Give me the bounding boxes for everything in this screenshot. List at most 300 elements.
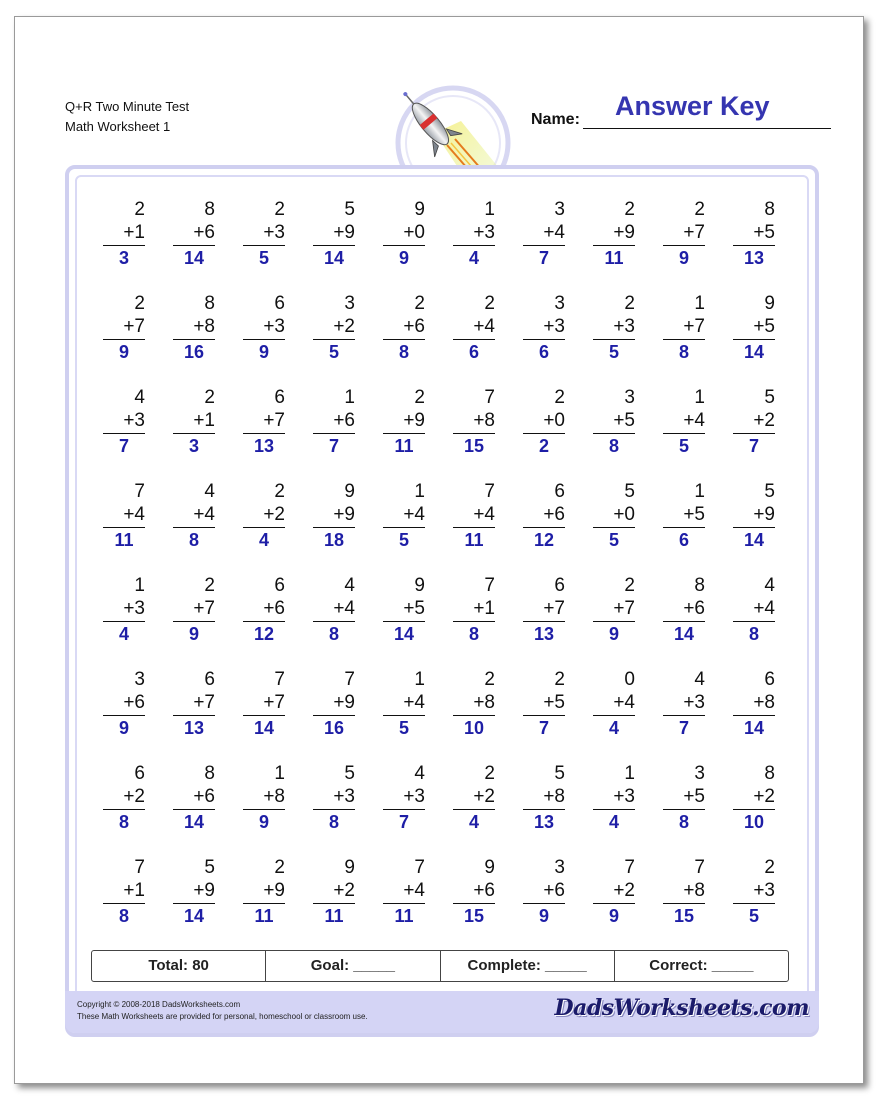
problem-top-number: 3 (624, 387, 635, 408)
problem (653, 477, 723, 571)
problem-answer: 5 (398, 718, 409, 738)
problem-top-number: 1 (344, 387, 355, 408)
problem-answer: 9 (398, 248, 409, 268)
problem-bottom-number: +9 (173, 880, 215, 904)
problem (583, 383, 653, 477)
problem-bottom-number: +8 (243, 786, 285, 810)
problem-answer: 5 (608, 530, 619, 550)
problem-bottom-number: +9 (383, 410, 425, 434)
problem-bottom-number: +4 (453, 504, 495, 528)
problem-top-number: 7 (694, 857, 705, 878)
problem-top-number: 1 (694, 387, 705, 408)
problem-answer: 14 (183, 812, 205, 832)
problem-bottom-number: +3 (733, 880, 775, 904)
problem-top-number: 2 (414, 293, 425, 314)
problem-top-number: 7 (274, 669, 285, 690)
problem-answer: 14 (393, 624, 415, 644)
problem-bottom-number: +6 (243, 598, 285, 622)
problem-top-number: 2 (204, 575, 215, 596)
problem-top-number: 8 (204, 199, 215, 220)
problem-bottom-number: +2 (733, 410, 775, 434)
problem (583, 665, 653, 759)
problem-answer: 16 (183, 342, 205, 362)
problem-bottom-number: +1 (173, 410, 215, 434)
problem-bottom-number: +9 (313, 504, 355, 528)
problem (653, 289, 723, 383)
problem (163, 665, 233, 759)
problem-top-number: 8 (694, 575, 705, 596)
problem-bottom-number: +1 (453, 598, 495, 622)
problem-bottom-number: +9 (313, 692, 355, 716)
problem-answer: 9 (678, 248, 689, 268)
problem-bottom-number: +4 (173, 504, 215, 528)
problem-bottom-number: +6 (173, 786, 215, 810)
problem-answer: 9 (258, 342, 269, 362)
problem (723, 853, 793, 947)
problem-top-number: 5 (344, 199, 355, 220)
problem-top-number: 1 (694, 293, 705, 314)
copyright-line-1: Copyright © 2008-2018 DadsWorksheets.com (77, 1000, 241, 1009)
problem-answer: 9 (258, 812, 269, 832)
problem-answer: 7 (328, 436, 339, 456)
problem-bottom-number: +6 (663, 598, 705, 622)
problem-bottom-number: +6 (383, 316, 425, 340)
problem-top-number: 2 (134, 199, 145, 220)
problem-bottom-number: +6 (523, 504, 565, 528)
problem (653, 571, 723, 665)
footer-band (65, 991, 819, 1033)
problem (163, 571, 233, 665)
problem-top-number: 2 (484, 763, 495, 784)
problem-top-number: 2 (134, 293, 145, 314)
problem (443, 195, 513, 289)
problem-answer: 11 (604, 248, 624, 268)
problem-answer: 5 (258, 248, 269, 268)
problem (513, 195, 583, 289)
problem-answer: 7 (118, 436, 129, 456)
problem-bottom-number: +3 (313, 786, 355, 810)
problem-bottom-number: +4 (383, 692, 425, 716)
problem-top-number: 7 (624, 857, 635, 878)
problem (373, 289, 443, 383)
problem-answer: 7 (748, 436, 759, 456)
problem-answer: 14 (183, 248, 205, 268)
problem (583, 289, 653, 383)
problem-answer: 11 (254, 906, 274, 926)
problem-top-number: 5 (764, 387, 775, 408)
problem-answer: 7 (538, 248, 549, 268)
problem (583, 571, 653, 665)
problem-bottom-number: +0 (383, 222, 425, 246)
problem (303, 665, 373, 759)
copyright-line-2: These Math Worksheets are provided for personal, homeschool or classroom use. (77, 1012, 368, 1021)
problem (163, 195, 233, 289)
problem (653, 759, 723, 853)
problem-answer: 5 (398, 530, 409, 550)
problem-answer: 13 (743, 248, 765, 268)
problem-top-number: 6 (274, 387, 285, 408)
problem-answer: 14 (673, 624, 695, 644)
problem-top-number: 4 (414, 763, 425, 784)
problem-top-number: 5 (624, 481, 635, 502)
problem (513, 853, 583, 947)
problem (443, 383, 513, 477)
problem-top-number: 1 (624, 763, 635, 784)
problem (303, 853, 373, 947)
problem-answer: 4 (258, 530, 269, 550)
problem (233, 289, 303, 383)
problem-bottom-number: +9 (243, 880, 285, 904)
problem-top-number: 2 (274, 481, 285, 502)
problem-answer: 8 (328, 624, 339, 644)
problem (93, 195, 163, 289)
problem-top-number: 2 (554, 669, 565, 690)
total-cell: Total: 80 (92, 951, 266, 981)
problem-answer: 12 (253, 624, 275, 644)
problem-top-number: 6 (134, 763, 145, 784)
problem-answer: 9 (118, 342, 129, 362)
problem-answer: 3 (188, 436, 199, 456)
problem-bottom-number: +7 (103, 316, 145, 340)
problem-top-number: 2 (414, 387, 425, 408)
problem (163, 477, 233, 571)
problem-bottom-number: +4 (313, 598, 355, 622)
problem (513, 289, 583, 383)
problem-top-number: 5 (554, 763, 565, 784)
problem (373, 853, 443, 947)
problem-answer: 9 (608, 906, 619, 926)
problem-answer: 4 (608, 718, 619, 738)
problem-bottom-number: +7 (593, 598, 635, 622)
problem-answer: 9 (118, 718, 129, 738)
problem-bottom-number: +1 (103, 222, 145, 246)
problem-bottom-number: +5 (593, 410, 635, 434)
problem-answer: 15 (463, 906, 485, 926)
problem-bottom-number: +8 (523, 786, 565, 810)
problem-top-number: 2 (274, 199, 285, 220)
problem-bottom-number: +4 (663, 410, 705, 434)
problem (93, 477, 163, 571)
problem (443, 853, 513, 947)
problem-answer: 4 (118, 624, 129, 644)
problem-answer: 14 (183, 906, 205, 926)
problem-bottom-number: +1 (103, 880, 145, 904)
problem-bottom-number: +3 (453, 222, 495, 246)
problem (653, 665, 723, 759)
problem-bottom-number: +9 (733, 504, 775, 528)
problem-bottom-number: +3 (243, 222, 285, 246)
problem-answer: 9 (608, 624, 619, 644)
problem (373, 665, 443, 759)
problem (513, 571, 583, 665)
problem (163, 853, 233, 947)
problem-answer: 6 (678, 530, 689, 550)
worksheet-title (65, 97, 189, 137)
problem-top-number: 2 (484, 293, 495, 314)
problem (233, 759, 303, 853)
problem-top-number: 2 (204, 387, 215, 408)
problem-bottom-number: +8 (453, 410, 495, 434)
problem-answer: 8 (328, 812, 339, 832)
problem (653, 853, 723, 947)
problem (93, 759, 163, 853)
problem (723, 665, 793, 759)
problem-answer: 13 (533, 812, 555, 832)
problem-top-number: 2 (274, 857, 285, 878)
problem-top-number: 6 (554, 481, 565, 502)
problem-bottom-number: +6 (103, 692, 145, 716)
problem-answer: 8 (468, 624, 479, 644)
problem (163, 289, 233, 383)
problem-top-number: 5 (764, 481, 775, 502)
problem-answer: 10 (463, 718, 485, 738)
problem-answer: 4 (468, 248, 479, 268)
problem-bottom-number: +5 (663, 786, 705, 810)
problem-top-number: 6 (554, 575, 565, 596)
problem (233, 571, 303, 665)
problem (93, 383, 163, 477)
problem-top-number: 7 (484, 575, 495, 596)
problem (653, 383, 723, 477)
problem-top-number: 6 (274, 575, 285, 596)
problem-top-number: 1 (134, 575, 145, 596)
score-bar (91, 950, 789, 982)
problem (513, 383, 583, 477)
problem-bottom-number: +6 (523, 880, 565, 904)
problem-top-number: 4 (344, 575, 355, 596)
problem-top-number: 4 (694, 669, 705, 690)
problem-bottom-number: +2 (453, 786, 495, 810)
problem-bottom-number: +7 (243, 410, 285, 434)
problem-top-number: 6 (204, 669, 215, 690)
problem (443, 571, 513, 665)
problem-answer: 14 (743, 530, 765, 550)
problem-answer: 8 (188, 530, 199, 550)
problem-top-number: 3 (554, 857, 565, 878)
problem-bottom-number: +2 (733, 786, 775, 810)
problem (513, 759, 583, 853)
problem-bottom-number: +9 (593, 222, 635, 246)
problem-top-number: 3 (554, 199, 565, 220)
problem-bottom-number: +4 (383, 880, 425, 904)
problem-answer: 14 (743, 718, 765, 738)
problem-top-number: 5 (204, 857, 215, 878)
problem-bottom-number: +7 (173, 692, 215, 716)
title-line-2: Math Worksheet 1 (65, 119, 171, 134)
problem-answer: 8 (678, 342, 689, 362)
problem (373, 759, 443, 853)
problem-bottom-number: +7 (663, 316, 705, 340)
problem (93, 289, 163, 383)
problem-top-number: 3 (344, 293, 355, 314)
problem-bottom-number: +2 (243, 504, 285, 528)
problem-answer: 9 (188, 624, 199, 644)
problem-answer: 7 (398, 812, 409, 832)
problem-top-number: 2 (554, 387, 565, 408)
problem (373, 571, 443, 665)
problem-top-number: 3 (134, 669, 145, 690)
problem-bottom-number: +8 (173, 316, 215, 340)
problem-answer: 8 (748, 624, 759, 644)
problem (303, 477, 373, 571)
problem-answer: 5 (748, 906, 759, 926)
problem-bottom-number: +3 (383, 786, 425, 810)
goal-cell[interactable]: Goal: _____ (266, 951, 440, 981)
problem (583, 759, 653, 853)
name-label: Name: (531, 111, 580, 128)
problem-answer: 2 (538, 436, 549, 456)
problem-bottom-number: +8 (663, 880, 705, 904)
problem-top-number: 2 (764, 857, 775, 878)
correct-cell[interactable]: Correct: _____ (649, 957, 754, 974)
problem-top-number: 8 (204, 763, 215, 784)
worksheet-page (14, 16, 864, 1084)
problem (723, 383, 793, 477)
answer-key-label: Answer Key (615, 91, 770, 121)
problem-answer: 6 (538, 342, 549, 362)
problem-top-number: 9 (484, 857, 495, 878)
problem-bottom-number: +3 (523, 316, 565, 340)
problem-answer: 6 (468, 342, 479, 362)
problem-answer: 7 (678, 718, 689, 738)
problem-top-number: 0 (624, 669, 635, 690)
problem-top-number: 7 (344, 669, 355, 690)
problem-bottom-number: +3 (103, 598, 145, 622)
problem-top-number: 4 (764, 575, 775, 596)
problem (303, 571, 373, 665)
problem-answer: 4 (468, 812, 479, 832)
problem-answer: 7 (538, 718, 549, 738)
problem (583, 195, 653, 289)
problem (233, 477, 303, 571)
problem-answer: 5 (608, 342, 619, 362)
problem-answer: 5 (328, 342, 339, 362)
problem-bottom-number: +5 (733, 316, 775, 340)
problem-answer: 3 (118, 248, 129, 268)
problem-answer: 8 (398, 342, 409, 362)
problem-answer: 14 (743, 342, 765, 362)
name-line[interactable] (583, 128, 831, 129)
problem-answer: 8 (118, 906, 129, 926)
problem (653, 195, 723, 289)
problem-bottom-number: +3 (243, 316, 285, 340)
problem-bottom-number: +9 (313, 222, 355, 246)
problem-top-number: 2 (484, 669, 495, 690)
problem (513, 477, 583, 571)
problem-answer: 14 (253, 718, 275, 738)
problem-bottom-number: +6 (313, 410, 355, 434)
problem-bottom-number: +2 (313, 880, 355, 904)
problem-answer: 9 (538, 906, 549, 926)
problem-bottom-number: +2 (103, 786, 145, 810)
problem (93, 853, 163, 947)
problem-bottom-number: +5 (523, 692, 565, 716)
problem-bottom-number: +7 (243, 692, 285, 716)
problem-top-number: 9 (414, 575, 425, 596)
problem-top-number: 2 (624, 293, 635, 314)
problem-top-number: 2 (694, 199, 705, 220)
problem-bottom-number: +4 (383, 504, 425, 528)
problem-answer: 12 (533, 530, 555, 550)
problem-top-number: 9 (764, 293, 775, 314)
problem (443, 665, 513, 759)
brand-logo[interactable]: DadsWorksheets.com (554, 995, 809, 1021)
problem-top-number: 8 (204, 293, 215, 314)
problem (723, 759, 793, 853)
complete-cell[interactable]: Complete: _____ (441, 951, 615, 981)
problem (233, 665, 303, 759)
problem-top-number: 5 (344, 763, 355, 784)
problem-bottom-number: +0 (593, 504, 635, 528)
problem-bottom-number: +3 (103, 410, 145, 434)
problem-top-number: 6 (764, 669, 775, 690)
problem (93, 665, 163, 759)
problem-top-number: 2 (624, 575, 635, 596)
problem (723, 195, 793, 289)
problem-answer: 11 (464, 530, 484, 550)
problem-top-number: 8 (764, 763, 775, 784)
problem (723, 289, 793, 383)
problem-top-number: 1 (694, 481, 705, 502)
problem (723, 477, 793, 571)
problem-answer: 15 (463, 436, 485, 456)
problem (303, 195, 373, 289)
problem (443, 477, 513, 571)
problem (373, 477, 443, 571)
problem-bottom-number: +4 (103, 504, 145, 528)
problem-answer: 13 (253, 436, 275, 456)
problem-answer: 13 (533, 624, 555, 644)
problem-top-number: 7 (414, 857, 425, 878)
problem-top-number: 4 (134, 387, 145, 408)
problem-top-number: 3 (554, 293, 565, 314)
problem-answer: 10 (743, 812, 765, 832)
problem (93, 571, 163, 665)
problem-answer: 4 (608, 812, 619, 832)
problem-bottom-number: +3 (593, 786, 635, 810)
problem-top-number: 1 (414, 481, 425, 502)
problem-bottom-number: +4 (523, 222, 565, 246)
problem-bottom-number: +8 (453, 692, 495, 716)
problem (233, 853, 303, 947)
problem (303, 383, 373, 477)
problem (163, 759, 233, 853)
problem-top-number: 1 (274, 763, 285, 784)
problem-answer: 11 (394, 436, 414, 456)
problem-top-number: 2 (624, 199, 635, 220)
problem-top-number: 7 (484, 481, 495, 502)
problem-top-number: 7 (484, 387, 495, 408)
problem (513, 665, 583, 759)
problem-answer: 15 (673, 906, 695, 926)
problem-top-number: 6 (274, 293, 285, 314)
problem-bottom-number: +4 (733, 598, 775, 622)
problem-bottom-number: +4 (593, 692, 635, 716)
problem-top-number: 7 (134, 857, 145, 878)
problem-answer: 11 (324, 906, 344, 926)
problem-answer: 16 (323, 718, 345, 738)
problem-answer: 11 (114, 530, 134, 550)
problem (233, 383, 303, 477)
problem-bottom-number: +5 (383, 598, 425, 622)
problem-bottom-number: +3 (663, 692, 705, 716)
problem-top-number: 3 (694, 763, 705, 784)
problem-top-number: 4 (204, 481, 215, 502)
problem-bottom-number: +6 (453, 880, 495, 904)
problem-answer: 13 (183, 718, 205, 738)
problem (583, 477, 653, 571)
problem-answer: 5 (678, 436, 689, 456)
